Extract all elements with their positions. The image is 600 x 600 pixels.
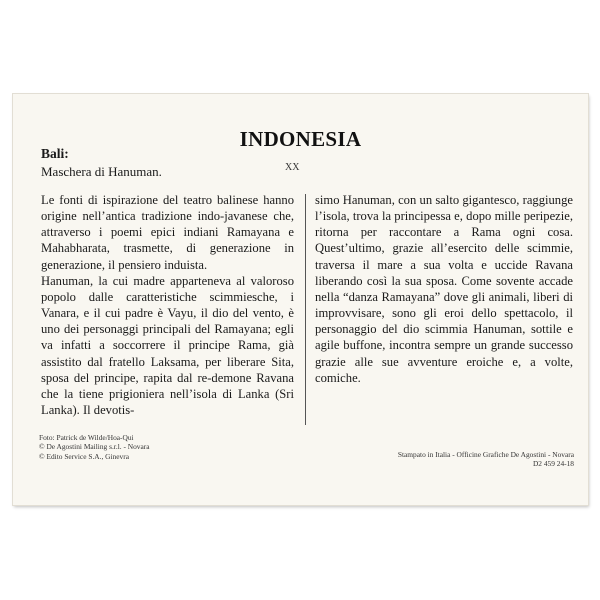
card-subtitle: Maschera di Hanuman.: [41, 164, 162, 179]
text-column-left: [41, 192, 294, 418]
paragraph: Le fonti di ispirazione del teatro balinese hanno origine nell’antica tradizione indo-javanese che, attraverso i poemi epici indiani Ramayana e Mahabharata, trasmette, di generazione in generazione, il pensiero induista.: [41, 193, 294, 272]
copyright-line: © De Agostini Mailing s.r.l. - Novara: [39, 442, 150, 452]
region-label: Bali:: [41, 146, 69, 161]
copyright-line: © Edito Service S.A., Ginevra: [39, 451, 129, 461]
column-divider: [305, 194, 306, 425]
photo-credits: [39, 433, 150, 461]
printer-info: [398, 450, 574, 469]
card-number: XX: [285, 162, 300, 173]
postcard-back: [13, 94, 588, 505]
product-code: D2 459 24-18: [532, 459, 574, 469]
paragraph: Hanuman, la cui madre apparteneva al valoroso popolo dalle caratteristiche scimmiesche, i Vanara, e il cui padre è Vayu, il dio del vento, è uno dei personaggi principali del Ramayana; egli va infatti a soccorrere il principe Rama, già assistito dal fratello Laksama, per liberare Sita, sposa del principe, rapita dal re-demone Ravana che la tiene prigioniera nell’isola di Lanka (Sri Lanka). Il devotis-: [41, 273, 294, 418]
text-column-right: [315, 192, 573, 386]
printer-line: Stampato in Italia - Officine Grafiche De Agostini - Novara: [397, 450, 574, 459]
card-title: INDONESIA: [239, 127, 362, 151]
photo-credit: Foto: Patrick de Wilde/Hoa-Qui: [39, 433, 134, 442]
paragraph: simo Hanuman, con un salto gigantesco, raggiunge l’isola, trova la principessa e, dopo mille peripezie, ritorna per raccontare a Rama ogni cosa. Quest’ultimo, grazie all’esercito delle scimmie, traversa il mare a sua volta e uccide Ravana liberando così la sua sposa. Come sovente accade nella “danza Ramayana” dove gli animali, liberi di improvvisare, sono gli eroi dello spettacolo, il personaggio del dio scimmia Hanuman, sottile e agile buffone, incontra sempre un grande successo grazie alle sue avventure eroiche e, a volte, comiche.: [315, 193, 573, 385]
